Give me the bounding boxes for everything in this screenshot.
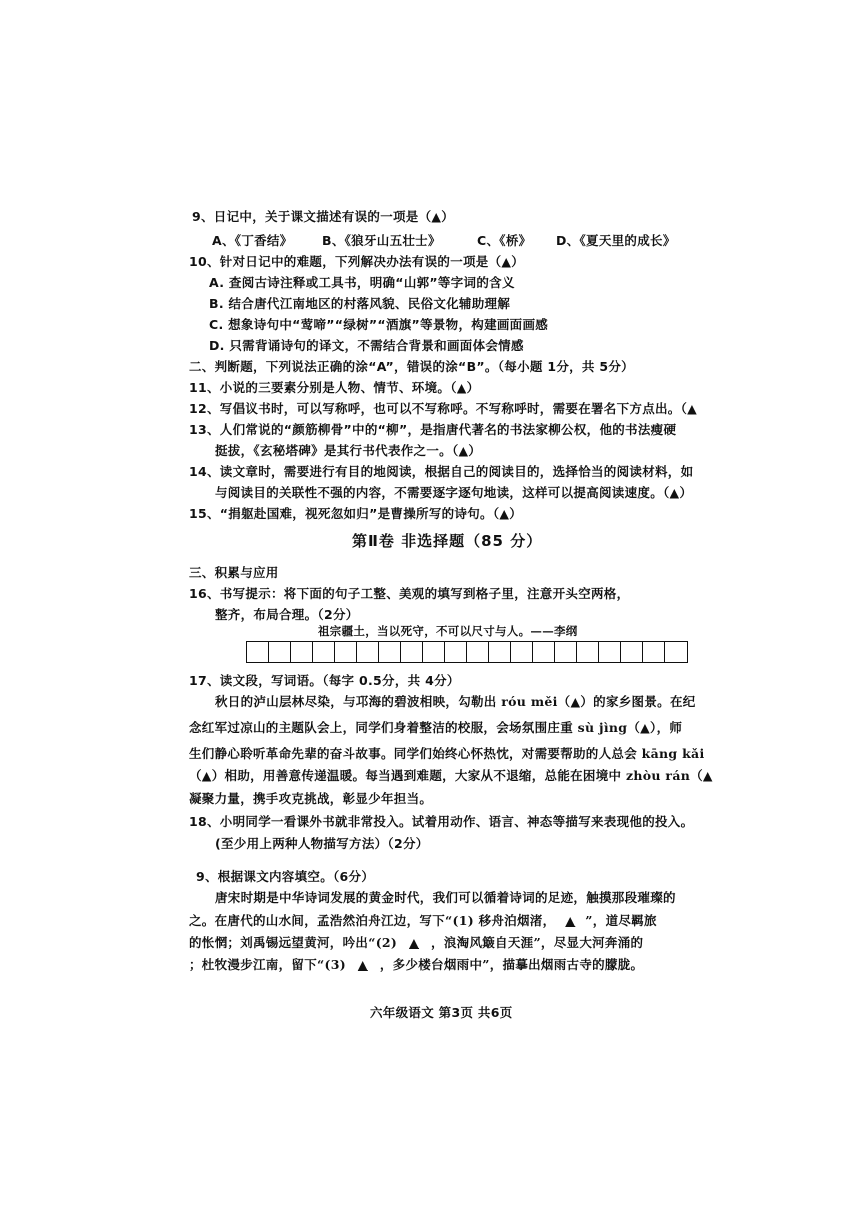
q19-paragraph-line-1: 唐宋时期是中华诗词发展的黄金时代，我们可以循着诗词的足迹，触摸那段璀璨的	[215, 890, 676, 905]
question-11: 11、小说的三要素分别是人物、情节、环境。（▲）	[189, 380, 480, 395]
question-13-line-1: 13、人们常说的“颜筋柳骨”中的“柳”，是指唐代著名的书法家柳公权，他的书法瘦硬	[189, 422, 677, 437]
grid-cell[interactable]	[313, 642, 335, 662]
q9-option-d: D、《夏天里的成长》	[556, 233, 676, 248]
question-10: 10、针对日记中的难题，下列解决办法有误的一项是（▲）	[189, 254, 525, 269]
grid-cell[interactable]	[291, 642, 313, 662]
grid-cell[interactable]	[511, 642, 533, 662]
grid-cell[interactable]	[599, 642, 621, 662]
grid-cell[interactable]	[533, 642, 555, 662]
grid-cell[interactable]	[247, 642, 269, 662]
q19-line-3-end: ，浪淘风簸自天涯”，尽显大河奔涌的	[431, 935, 644, 950]
question-12: 12、写倡议书时，可以写称呼，也可以不写称呼。不写称呼时，需要在署名下方点出。（▲	[189, 401, 698, 416]
q19-blank-3[interactable]: ▲	[357, 957, 368, 972]
q10-option-a: A. 查阅古诗注释或工具书，明确“山郭”等字词的含义	[209, 275, 515, 290]
grid-cell[interactable]	[489, 642, 511, 662]
q16-quote: 祖宗疆土，当以死守，不可以尺寸与人。——李纲	[318, 624, 578, 638]
part-2-title: 第Ⅱ卷 非选择题（85 分）	[352, 532, 543, 550]
grid-cell[interactable]	[357, 642, 379, 662]
q9-option-c: C、《桥》	[477, 233, 532, 248]
q10-option-c: C. 想象诗句中“莺啼”“绿树”“酒旗”等景物，构建画面画感	[209, 317, 549, 332]
grid-cell[interactable]	[665, 642, 687, 662]
grid-cell[interactable]	[423, 642, 445, 662]
q19-line-2-text: 之。在唐代的山水间，孟浩然泊舟江边，写下“(1) 移舟泊烟渚，	[189, 913, 556, 928]
q9-option-a: A、《丁香结》	[212, 233, 293, 248]
question-9: 9、日记中，关于课文描述有误的一项是（▲）	[192, 209, 455, 224]
q19-blank-2[interactable]: ▲	[409, 935, 420, 950]
grid-cell[interactable]	[555, 642, 577, 662]
q19-paragraph-line-3	[189, 933, 643, 951]
question-16-line-2: 整齐，布局合理。（2分）	[215, 607, 359, 622]
question-17: 17、读文段，写词语。（每字 0.5分，共 4分）	[189, 673, 460, 688]
writing-grid[interactable]	[246, 641, 688, 663]
grid-cell[interactable]	[621, 642, 643, 662]
q19-blank-1[interactable]: ▲	[565, 913, 576, 928]
question-19: 9、根据课文内容填空。（6分）	[196, 869, 375, 884]
section-3-heading: 三、积累与应用	[189, 565, 279, 580]
grid-cell[interactable]	[643, 642, 665, 662]
grid-cell[interactable]	[577, 642, 599, 662]
q19-line-4-text: ；杜牧漫步江南，留下“(3)	[189, 957, 346, 972]
question-14-line-2: 与阅读目的关联性不强的内容，不需要逐字逐句地读，这样可以提高阅读速度。（▲）	[215, 485, 693, 500]
q9-option-b: B、《狼牙山五壮士》	[322, 233, 441, 248]
q17-paragraph-line-5: 凝聚力量，携手攻克挑战，彰显少年担当。	[189, 791, 433, 806]
grid-cell[interactable]	[379, 642, 401, 662]
grid-cell[interactable]	[401, 642, 423, 662]
grid-cell[interactable]	[467, 642, 489, 662]
q17-paragraph-line-1: 秋日的泸山层林尽染，与邛海的碧波相映，勾勒出 róu měi（▲）的家乡图景。在纪	[215, 694, 696, 709]
section-2-heading: 二、判断题，下列说法正确的涂“A”，错误的涂“B”。（每小题 1分，共 5分）	[189, 359, 634, 374]
q19-paragraph-line-2	[189, 911, 657, 929]
q17-paragraph-line-3: 生们静心聆听革命先辈的奋斗故事。同学们始终心怀热忱，对需要帮助的人总会 kāng kǎi	[189, 746, 705, 761]
q19-line-2-end: ”，道尽羁旅	[585, 913, 657, 928]
q17-paragraph-line-2: 念红军过凉山的主题队会上，同学们身着整洁的校服，会场氛围庄重 sù jìng（▲），师	[189, 720, 683, 735]
grid-cell[interactable]	[335, 642, 357, 662]
q19-line-4-end: ，多少楼台烟雨中”，描摹出烟雨古寺的朦胧。	[379, 957, 644, 972]
question-16-line-1: 16、书写提示：将下面的句子工整、美观的填写到格子里，注意开头空两格，	[189, 586, 630, 601]
q17-paragraph-line-4: （▲）相助，用善意传递温暖。每当遇到难题，大家从不退缩，总能在困境中 zhòu rán（▲	[189, 768, 713, 783]
question-13-line-2: 挺拔，《玄秘塔碑》是其行书代表作之一。（▲）	[215, 443, 482, 458]
question-14-line-1: 14、读文章时，需要进行有目的地阅读，根据自己的阅读目的，选择恰当的阅读材料，如	[189, 464, 694, 479]
question-18-line-2: (至少用上两种人物描写方法）（2分）	[215, 836, 429, 851]
q19-line-3-text: 的怅惘；刘禹锡远望黄河，吟出“(2)	[189, 935, 398, 950]
q10-option-d: D. 只需背诵诗句的译文，不需结合背景和画面体会情感	[209, 338, 524, 353]
grid-cell[interactable]	[269, 642, 291, 662]
q10-option-b: B. 结合唐代江南地区的村落风貌、民俗文化辅助理解	[209, 296, 511, 311]
q19-paragraph-line-4	[189, 955, 643, 973]
grid-cell[interactable]	[445, 642, 467, 662]
question-18-line-1: 18、小明同学一看课外书就非常投入。试着用动作、语言、神态等描写来表现他的投入。	[189, 814, 694, 829]
page-footer: 六年级语文 第3页 共6页	[370, 1005, 513, 1020]
question-15: 15、“捐躯赴国难，视死忽如归”是曹操所写的诗句。（▲）	[189, 506, 523, 521]
